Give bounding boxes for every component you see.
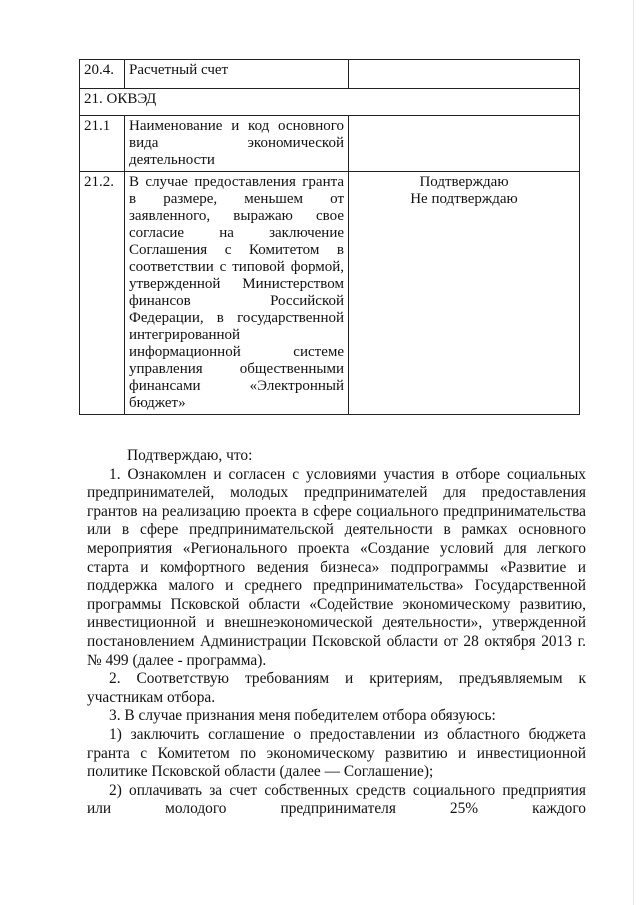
paragraph-1: 1. Ознакомлен и согласен с условиями участия в отборе социальных предпринимателей, молодых предпринимателей для предоставления грантов на реализацию проекта в сфере социального предпринимательства или в сфере предпринимательской деятельности в рамках основного мероприятия «Регионального проекта «Создание условий для легкого старта и комфортного ведения бизнеса» подпрограммы «Развитие и поддержка малого и среднего предпринимательства» Государственной программы Псковской области «Содействие экономическому развитию, инвестиционной и внешнеэкономической деятельности», утвержденной постановлением Администрации Псковской области от 28 октября 2013 г. № 499 (далее - программа). (87, 465, 586, 669)
row-number: 21.1 (80, 116, 125, 172)
row-number: 21.2. (80, 172, 125, 415)
table-row-account (80, 60, 580, 89)
scan-edge-line (633, 0, 634, 905)
option-confirm[interactable]: Подтверждаю (419, 174, 509, 190)
paragraph-3-2: 2) оплачивать за счет собственных средств социального предприятия или молодого предпринимателя 25% каждого (87, 781, 586, 818)
row-label: Наименование и код основного вида экономической деятельности (125, 116, 349, 172)
section-title: 21. ОКВЭД (80, 89, 580, 116)
option-not-confirm[interactable]: Не подтверждаю (410, 191, 518, 207)
paragraph-3: 3. В случае признания меня победителем отбора обязуюсь: (109, 707, 496, 725)
application-form-table (79, 59, 580, 415)
account-value-cell[interactable] (349, 60, 580, 89)
okved-value-cell[interactable] (349, 116, 580, 172)
table-row-consent (80, 172, 580, 415)
consent-options-cell (349, 172, 580, 415)
paragraph-3-1: 1) заключить соглашение о предоставлении из областного бюджета гранта с Комитетом по экономическому развитию и инвестиционной политике Псковской области (далее — Соглашение); (87, 725, 586, 781)
table-row-okved-code (80, 116, 580, 172)
row-number: 20.4. (80, 60, 125, 89)
confirmation-text (87, 447, 586, 819)
row-label: Расчетный счет (125, 60, 349, 89)
row-label: В случае предоставления гранта в размере, меньшем от заявленного, выражаю свое согласие на заключение Соглашения с Комитетом в соответствии с типовой формой, утвержденной Министерством финансов Российской Федерации, в государственной интегрированной информационной системе управления общественными финансами «Электронный бюджет» (125, 172, 349, 415)
table-section-okved (80, 89, 580, 116)
confirmation-lead: Подтверждаю, что: (127, 447, 253, 464)
paragraph-2: 2. Соответствую требованиям и критериям, предъявляемым к участникам отбора. (87, 670, 586, 706)
